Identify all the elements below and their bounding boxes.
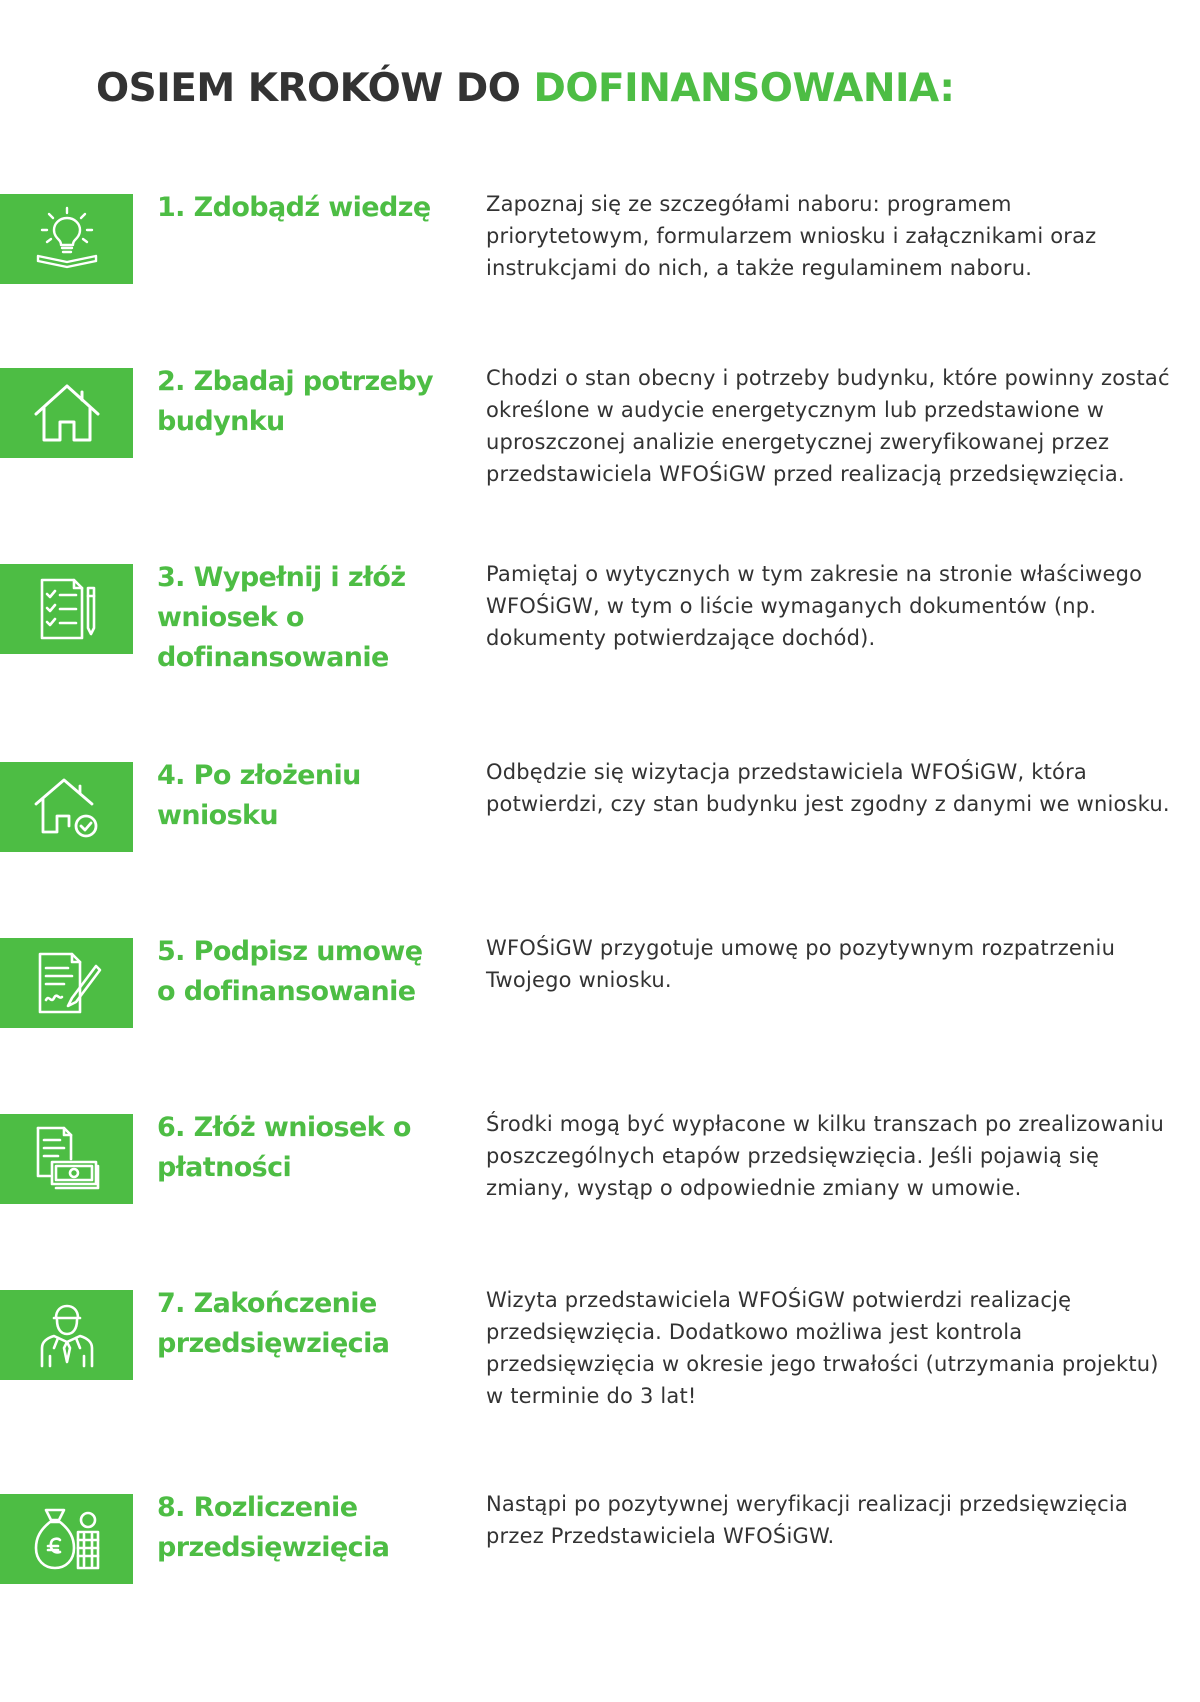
step-6-icon-box <box>0 1114 133 1204</box>
house-icon <box>32 378 102 448</box>
step-1-description: Zapoznaj się ze szczegółami naboru: programem priorytetowym, formularzem wniosku i załącznikami oraz instrukcjami do nich, a także regulaminem naboru. <box>486 192 1097 280</box>
step-7-icon-box <box>0 1290 133 1380</box>
checklist-document-icon <box>32 574 102 644</box>
title-part-dark: OSIEM KROKÓW DO <box>96 66 534 111</box>
step-1 <box>0 188 1200 358</box>
step-7 <box>0 1284 1200 1454</box>
step-4 <box>0 756 1200 926</box>
step-2 <box>0 362 1200 532</box>
contract-sign-icon <box>32 948 102 1018</box>
step-5-icon-box <box>0 938 133 1028</box>
step-7-title: 7. Zakończenie przedsięwzięcia <box>157 1288 390 1359</box>
step-8-description: Nastąpi po pozytywnej weryfikacji realizacji przedsięwzięcia przez Przedstawiciela WFOŚiGW. <box>486 1492 1128 1548</box>
step-4-title: 4. Po złożeniu wniosku <box>157 760 361 831</box>
step-2-title: 2. Zbadaj potrzeby budynku <box>157 366 434 437</box>
step-4-icon-box <box>0 762 133 852</box>
title-part-green: DOFINANSOWANIA: <box>533 66 955 111</box>
step-5-title: 5. Podpisz umowę o dofinansowanie <box>157 936 423 1007</box>
step-8 <box>0 1488 1200 1658</box>
inspector-person-icon <box>32 1300 102 1370</box>
step-8-icon-box <box>0 1494 133 1584</box>
invoice-money-icon <box>32 1124 102 1194</box>
step-2-icon-box <box>0 368 133 458</box>
money-bag-coins-icon <box>32 1504 102 1574</box>
page-title <box>96 66 955 111</box>
step-5 <box>0 932 1200 1102</box>
step-6 <box>0 1108 1200 1278</box>
step-3 <box>0 558 1200 728</box>
step-8-title: 8. Rozliczenie przedsięwzięcia <box>157 1492 390 1563</box>
step-4-description: Odbędzie się wizytacja przedstawiciela WFOŚiGW, która potwierdzi, czy stan budynku jest zgodny z danymi we wniosku. <box>486 760 1170 816</box>
step-6-description: Środki mogą być wypłacone w kilku transzach po zrealizowaniu poszczególnych etapów przedsięwzięcia. Jeśli pojawią się zmiany, wystąp o odpowiednie zmiany w umowie. <box>486 1112 1165 1200</box>
house-check-icon <box>32 772 102 842</box>
step-1-icon-box <box>0 194 133 284</box>
step-3-title: 3. Wypełnij i złóż wniosek o dofinansowanie <box>157 562 406 673</box>
step-3-description: Pamiętaj o wytycznych w tym zakresie na stronie właściwego WFOŚiGW, w tym o liście wymaganych dokumentów (np. dokumenty potwierdzające dochód). <box>486 562 1143 650</box>
step-3-icon-box <box>0 564 133 654</box>
step-7-description: Wizyta przedstawiciela WFOŚiGW potwierdzi realizację przedsięwzięcia. Dodatkowo możliwa jest kontrola przedsięwzięcia w okresie jego trwałości (utrzymania projektu) w terminie do 3 lat! <box>486 1288 1159 1408</box>
step-6-title: 6. Złóż wniosek o płatności <box>157 1112 411 1183</box>
step-5-description: WFOŚiGW przygotuje umowę po pozytywnym rozpatrzeniu Twojego wniosku. <box>486 936 1116 992</box>
step-1-title: 1. Zdobądź wiedzę <box>157 192 431 223</box>
lightbulb-book-icon <box>32 204 102 274</box>
step-2-description: Chodzi o stan obecny i potrzeby budynku, które powinny zostać określone w audycie energetycznym lub przedstawione w uproszczonej analizie energetycznej zweryfikowanej przez przedstawiciela WFOŚiGW przed realizacją przedsięwzięcia. <box>486 366 1170 486</box>
